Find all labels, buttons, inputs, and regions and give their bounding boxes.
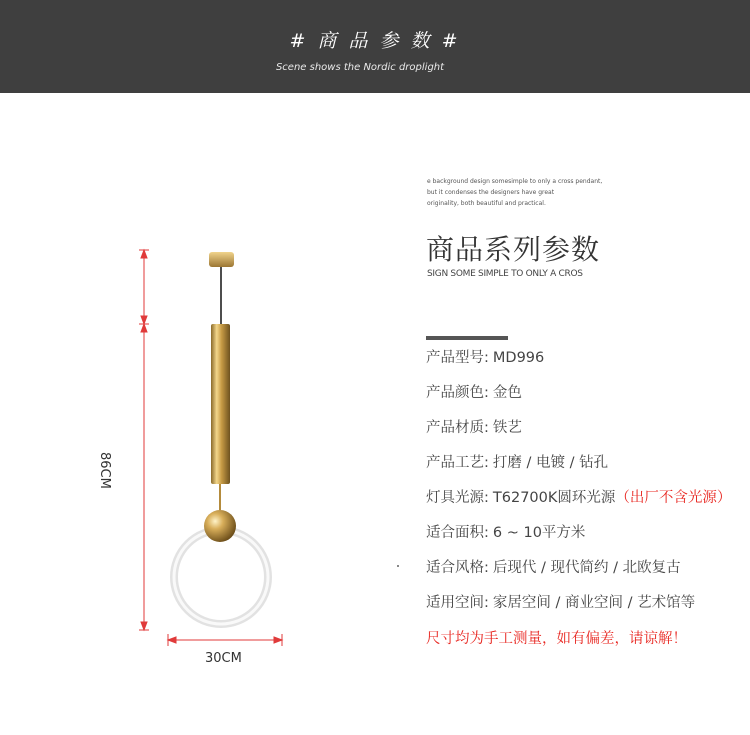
height-dimension-line — [139, 250, 149, 630]
intro-text — [427, 176, 617, 209]
spec-value: 金色 — [492, 385, 522, 401]
product-image — [110, 235, 300, 655]
spec-row-area — [426, 522, 731, 557]
spec-row-process — [426, 452, 731, 487]
banner-subtitle: Scene shows the Nordic droplight — [275, 62, 445, 73]
intro-line: e background design somesimple to only a cross pendant, — [427, 178, 603, 185]
decorative-dot — [397, 565, 399, 567]
spec-label: 适合面积: — [426, 525, 489, 541]
spec-note: （出厂不含光源） — [615, 490, 732, 506]
measurement-notice: 尺寸均为手工测量，如有偏差，请谅解！ — [426, 631, 687, 647]
spec-value: 打磨 / 电镀 / 钻孔 — [492, 455, 609, 471]
spec-value: 6 ~ 10平方米 — [492, 525, 586, 541]
header-banner — [0, 0, 750, 93]
intro-line: but it condenses the designers have great — [427, 189, 555, 196]
height-label: 86CM — [97, 452, 112, 489]
spec-label: 产品材质: — [426, 420, 489, 436]
spec-row-model — [426, 347, 731, 382]
spec-list — [426, 347, 731, 627]
spec-row-material — [426, 417, 731, 452]
spec-value: 后现代 / 现代简约 / 北欧复古 — [492, 560, 681, 576]
intro-line: originality, both beautiful and practical. — [427, 200, 546, 207]
spec-row-light-source — [426, 487, 731, 522]
spec-label: 产品颜色: — [426, 385, 489, 401]
spec-label: 适用空间: — [426, 595, 489, 611]
spec-label: 产品工艺: — [426, 455, 489, 471]
banner-title: # 商 品 参 数 # — [289, 30, 461, 52]
spec-row-space — [426, 592, 731, 627]
divider — [426, 336, 508, 340]
width-label: 30CM — [205, 651, 242, 666]
spec-row-color — [426, 382, 731, 417]
spec-value: T62700K圆环光源 — [492, 490, 616, 506]
spec-label: 产品型号: — [426, 350, 489, 366]
section-subtitle: SIGN SOME SIMPLE TO ONLY A CROS — [427, 269, 583, 279]
width-dimension-line — [168, 634, 282, 646]
spec-label: 适合风格: — [426, 560, 489, 576]
spec-value: 铁艺 — [492, 420, 522, 436]
section-title: 商品系列参数 — [426, 233, 601, 266]
spec-row-style — [426, 557, 731, 592]
spec-label: 灯具光源: — [426, 490, 489, 506]
spec-value: MD996 — [492, 350, 545, 366]
spec-value: 家居空间 / 商业空间 / 艺术馆等 — [492, 595, 696, 611]
